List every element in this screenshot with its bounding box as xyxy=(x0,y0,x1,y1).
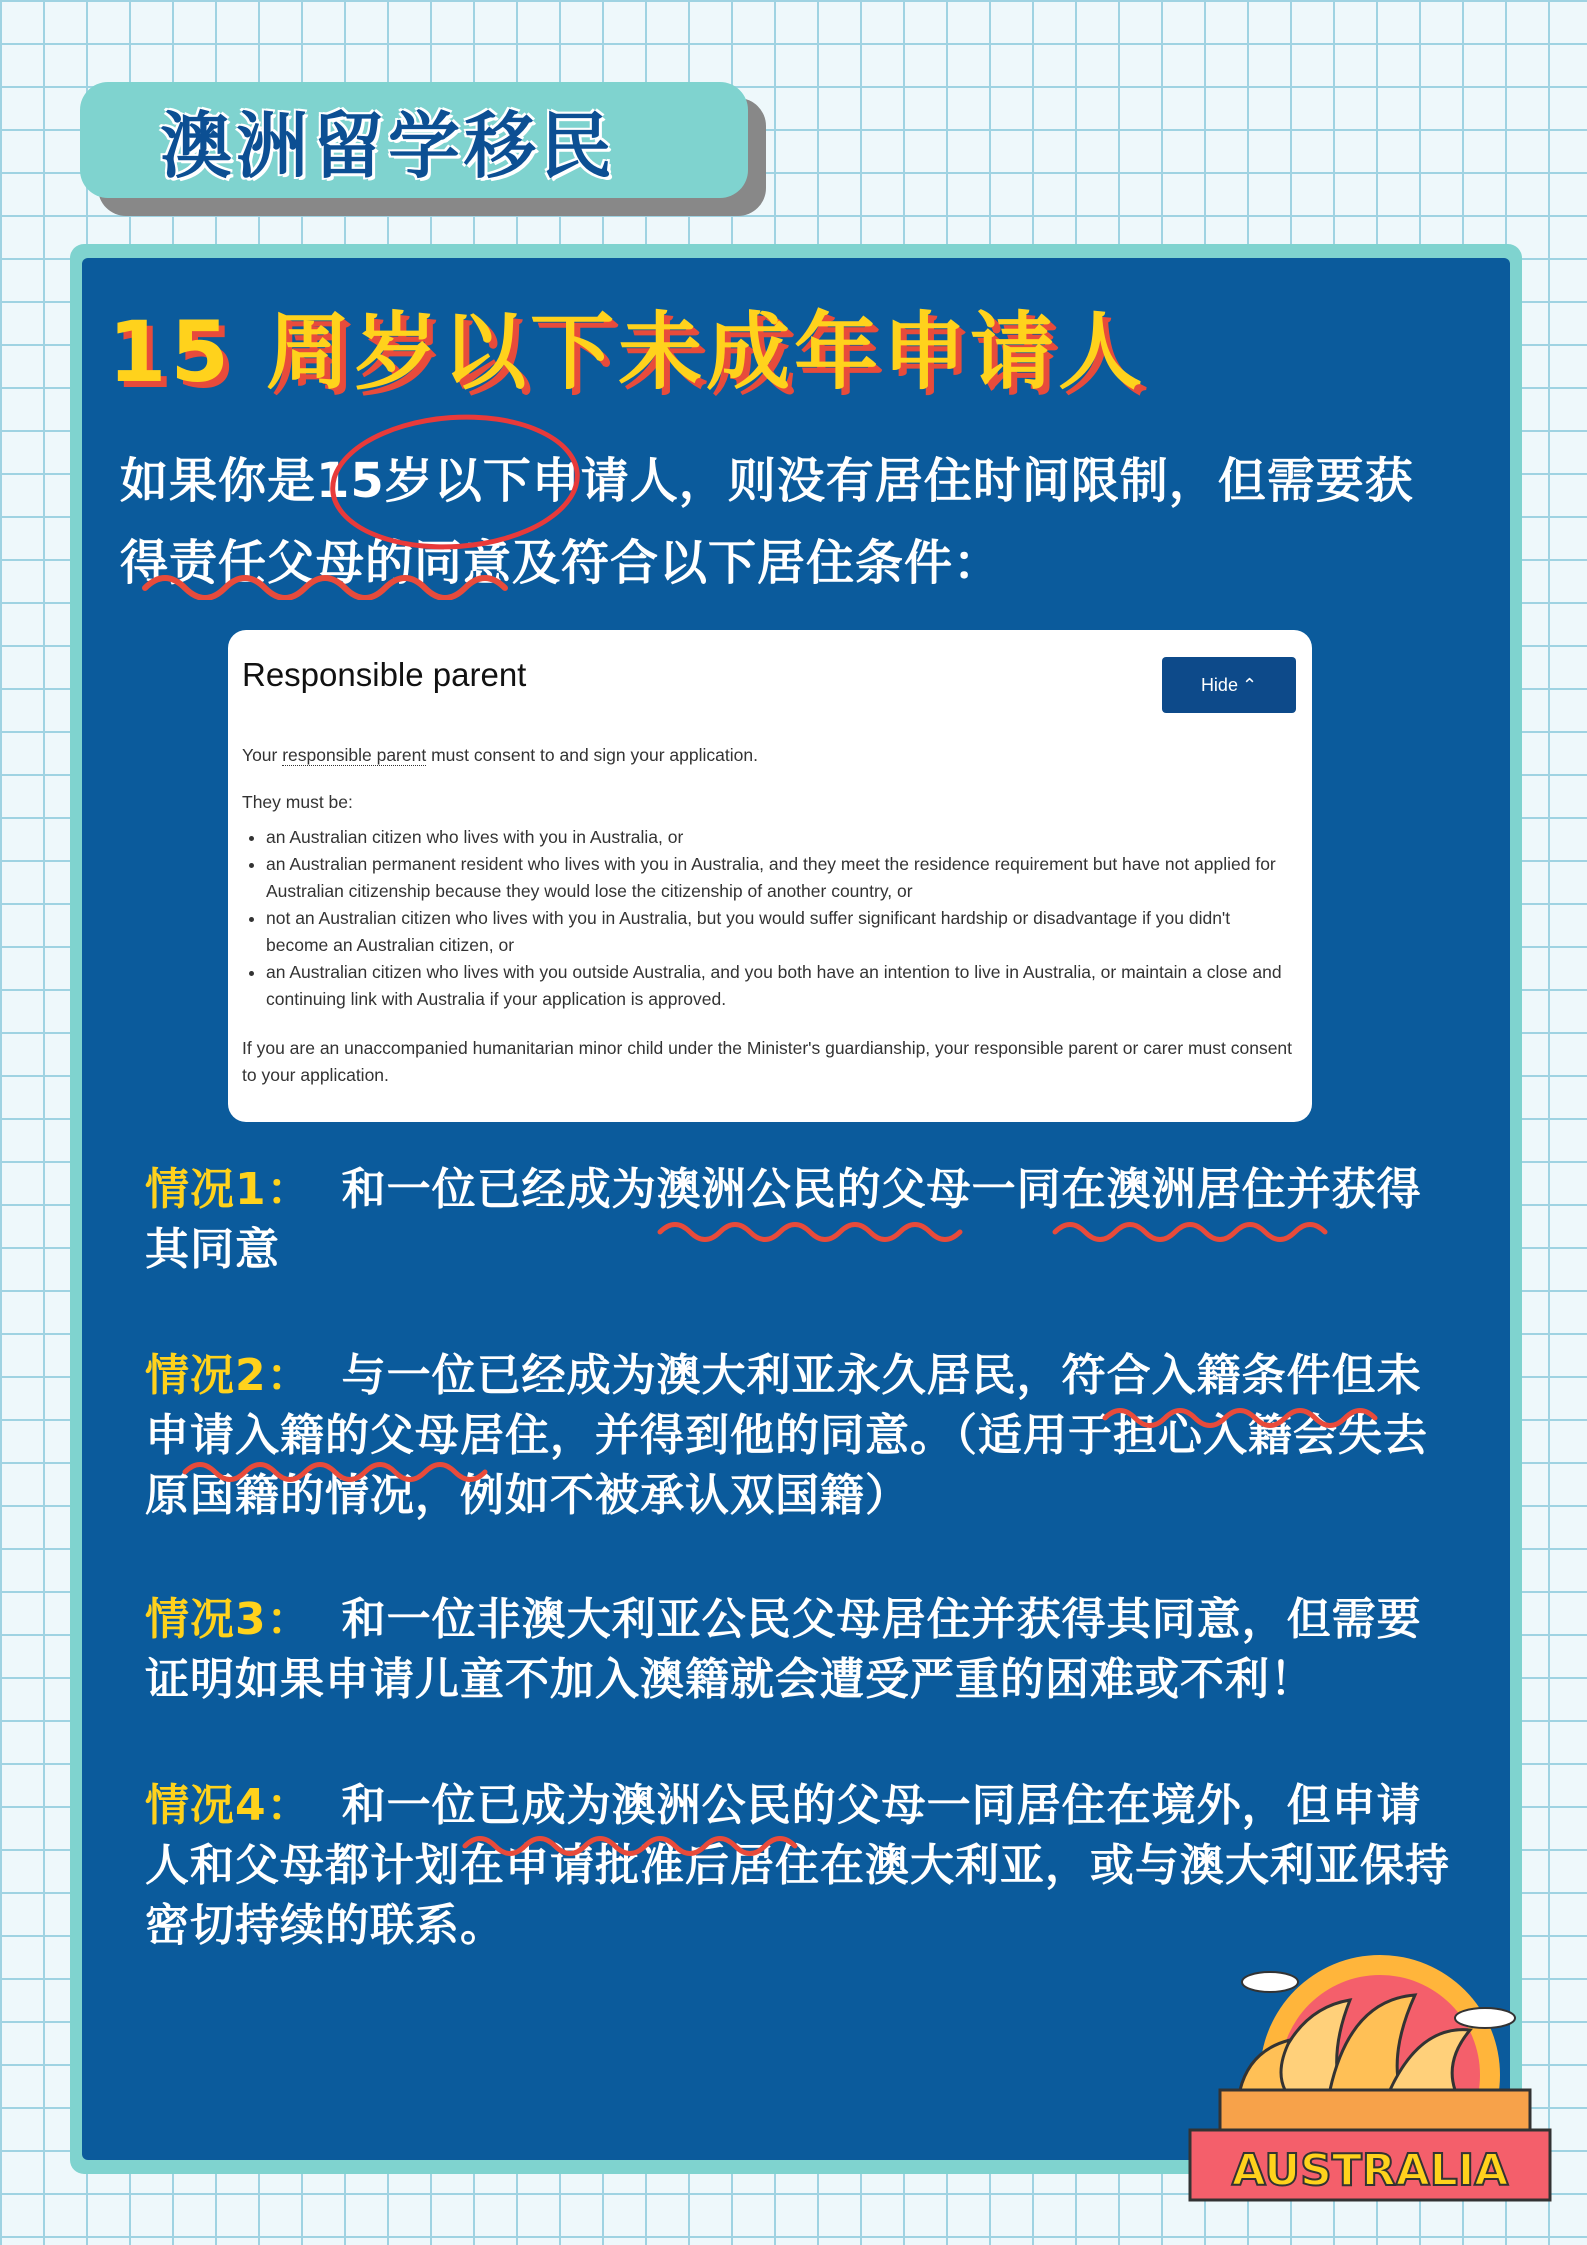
header-banner xyxy=(80,82,748,198)
card-footer: If you are an unaccompanied humanitarian minor child under the Minister's guardianship, your responsible parent or carer must consent to your application. xyxy=(242,1038,1293,1085)
banner-title: 澳洲留学移民 xyxy=(160,104,617,188)
underline-squiggle xyxy=(140,560,540,600)
underline-squiggle xyxy=(1100,1398,1400,1428)
case-1-text: 和一位已经成为澳洲公民的父母一同在澳洲居住并获得其同意 xyxy=(145,1164,1422,1275)
case-2 xyxy=(145,1346,1465,1526)
case-4 xyxy=(145,1776,1465,1956)
case-1-label: 情况1： xyxy=(145,1164,312,1215)
case-3-label: 情况3： xyxy=(145,1594,312,1645)
list-item: • an Australian citizen who lives with you outside Australia, and you both have an intention to live in Australia, or maintain a close and continuing link with Australia if your application is approved. xyxy=(266,959,1296,1013)
list-item: • an Australian citizen who lives with you in Australia, or xyxy=(266,824,1296,851)
card-para-1 xyxy=(242,742,1296,769)
para1-prefix: Your xyxy=(242,745,283,765)
underline-squiggle xyxy=(460,1826,800,1856)
para1-suffix: must consent to and sign your application. xyxy=(426,745,758,765)
case-2-label: 情况2： xyxy=(145,1350,312,1401)
responsible-parent-link[interactable]: responsible parent xyxy=(282,745,427,765)
case-4-text: 和一位已成为澳洲公民的父母一同居住在境外，但申请人和父母都计划在申请批准后居住在澳大利亚，或与澳大利亚保持密切持续的联系。 xyxy=(145,1780,1450,1951)
card-title: Responsible parent xyxy=(242,656,527,693)
underline-squiggle xyxy=(180,1452,500,1482)
list-item: • an Australian permanent resident who lives with you in Australia, and they meet the residence requirement but have not applied for Australian citizenship because they would lose the citizenship of another country, or xyxy=(266,851,1296,905)
case-3 xyxy=(145,1590,1465,1710)
sticker-label: AUSTRALIA xyxy=(1231,2145,1509,2196)
sydney-opera-house-icon xyxy=(1180,1940,1560,2210)
case-4-label: 情况4： xyxy=(145,1780,312,1831)
card-para-2: They must be: xyxy=(242,792,353,812)
list-item: • not an Australian citizen who lives with you in Australia, but you would suffer significant hardship or disadvantage if you didn't become an Australian citizen, or xyxy=(266,905,1296,959)
intro-text: 如果你是15岁以下申请人，则没有居住时间限制，但需要获得责任父母的同意及符合以下居住条件： xyxy=(120,453,1414,591)
underline-squiggle xyxy=(655,1212,985,1242)
hide-label: Hide xyxy=(1200,674,1238,695)
main-title: 15 周岁以下未成年申请人 xyxy=(108,303,1147,401)
card-bullet-list xyxy=(236,824,1296,1013)
case-3-text: 和一位非澳大利亚公民父母居住并获得其同意，但需要证明如果申请儿童不加入澳籍就会遭受严重的困难或不利！ xyxy=(145,1594,1422,1705)
case-2-text: 与一位已经成为澳大利亚永久居民，符合入籍条件但未申请入籍的父母居住，并得到他的同意。（适用于担心入籍会失去原国籍的情况，例如不被承认双国籍） xyxy=(145,1350,1428,1521)
hide-button[interactable] xyxy=(1162,657,1296,713)
underline-squiggle xyxy=(1050,1212,1350,1242)
responsible-parent-card xyxy=(228,630,1312,1122)
chevron-up-icon: ⌃ xyxy=(1241,674,1258,695)
